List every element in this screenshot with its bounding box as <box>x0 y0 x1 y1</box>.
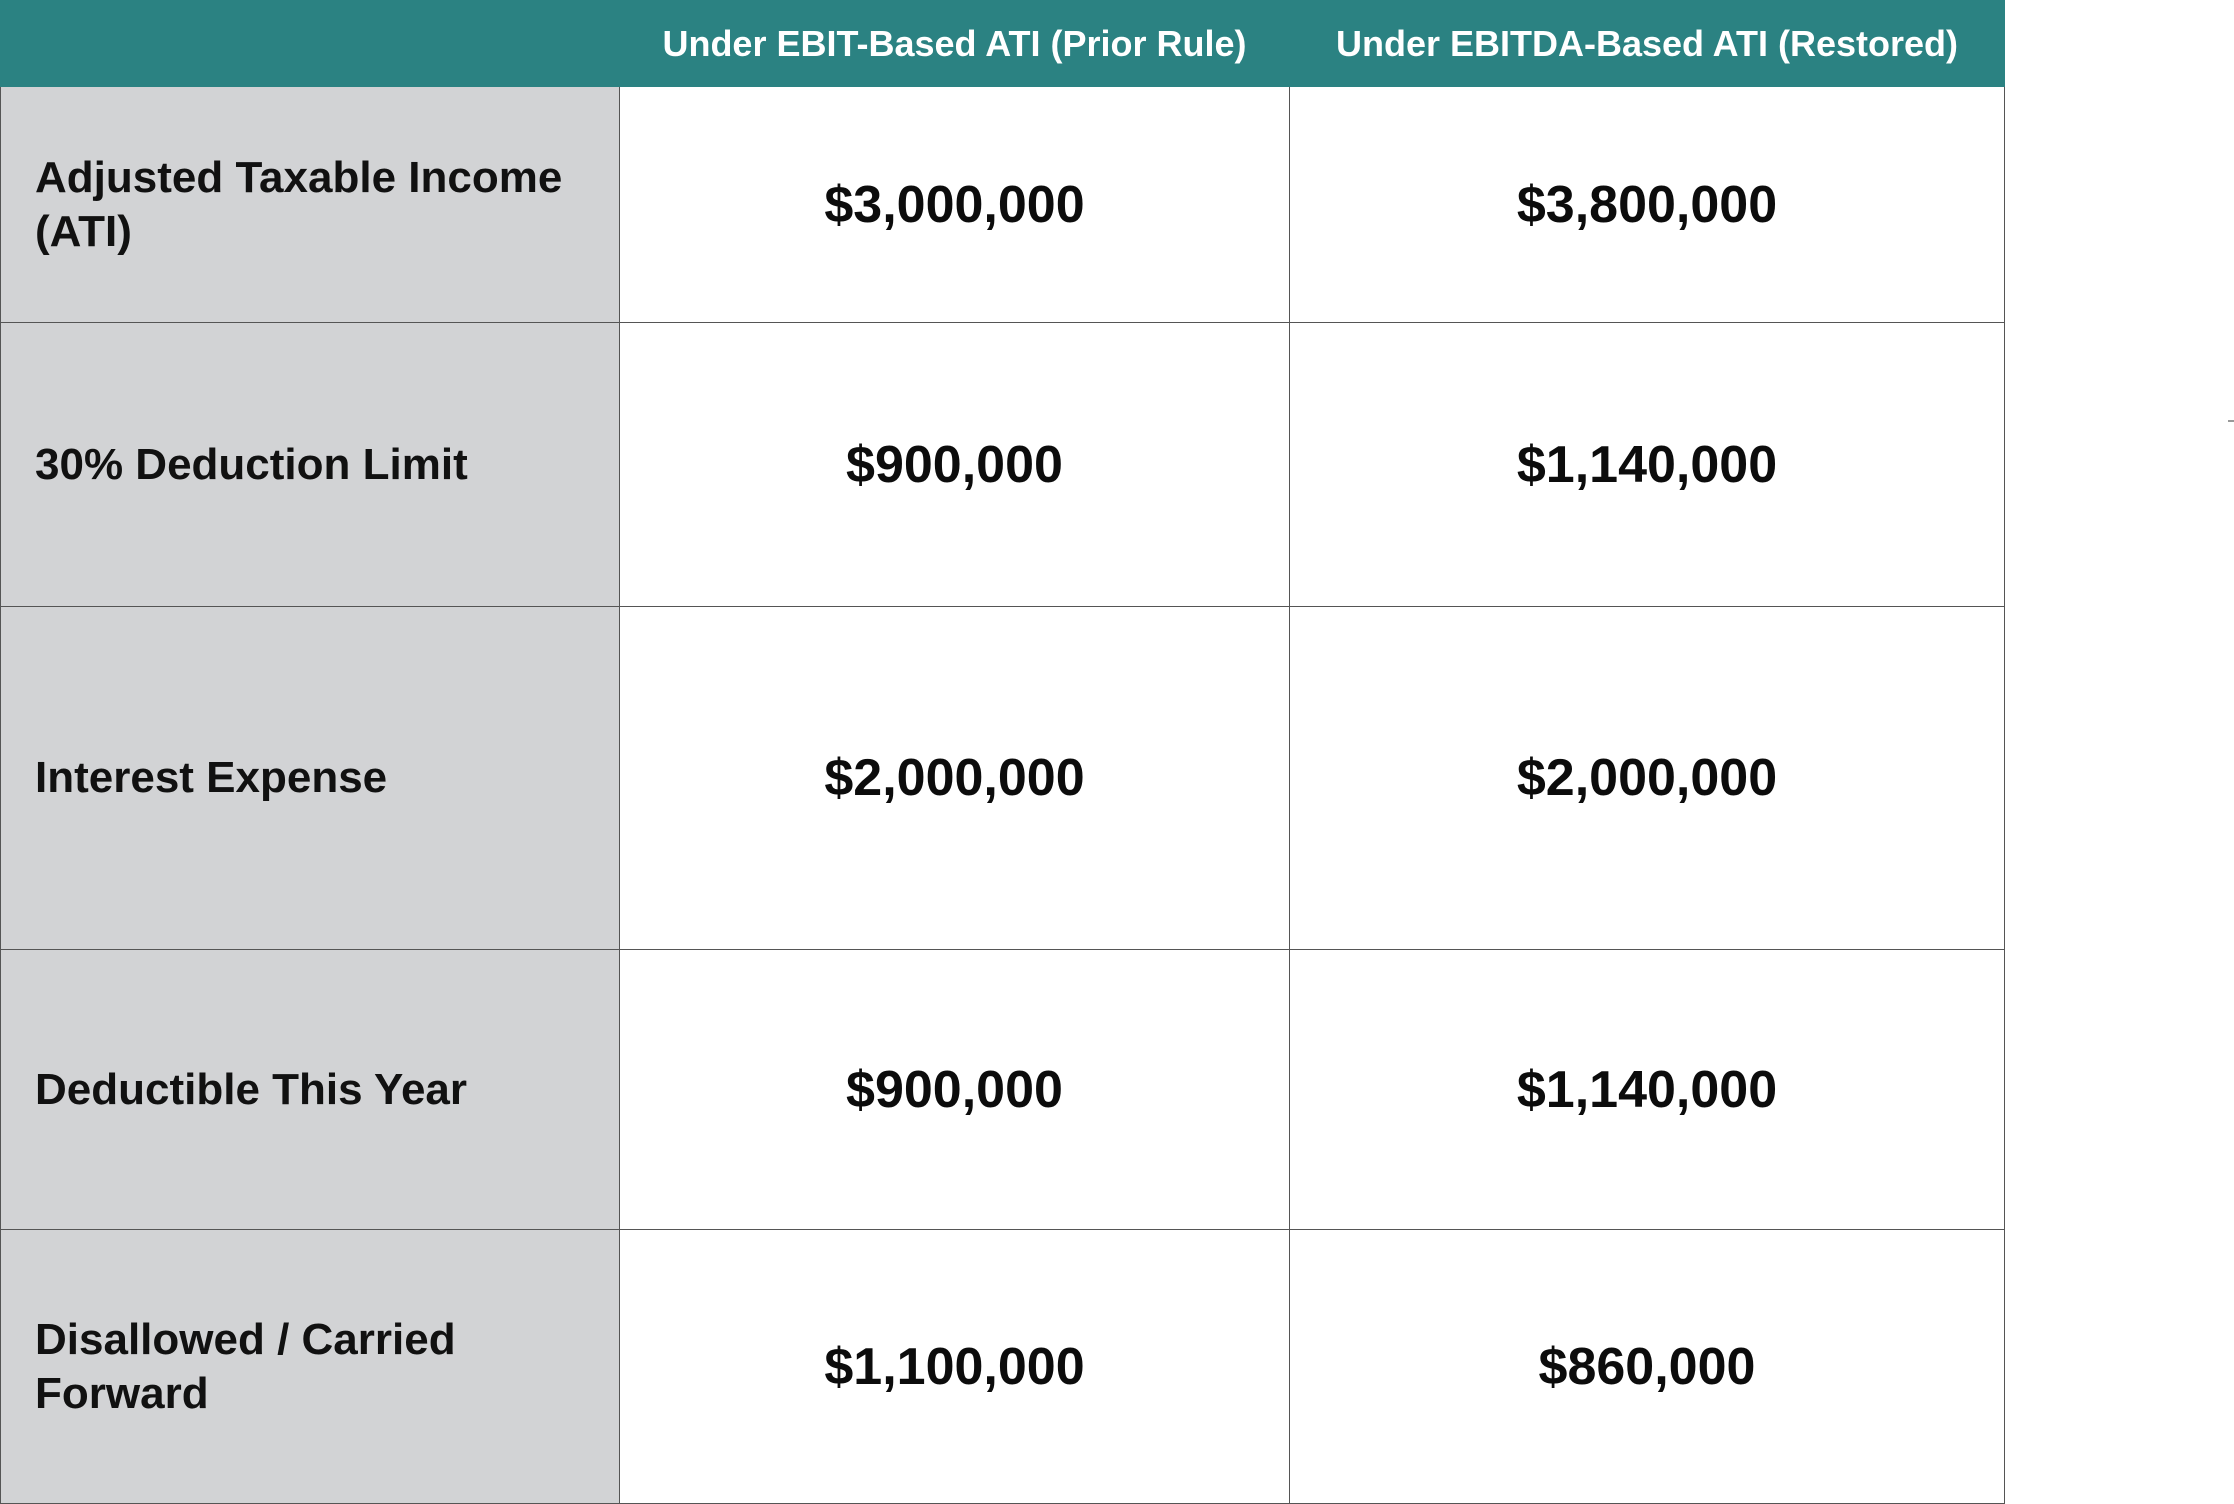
cell-ati-ebitda: $3,800,000 <box>1290 87 2005 323</box>
cell-disallowed-ebitda: $860,000 <box>1290 1230 2005 1504</box>
cell-interest-expense-ebit: $2,000,000 <box>620 607 1290 950</box>
row-label-deduction-limit: 30% Deduction Limit <box>1 323 620 607</box>
table-header-row <box>1 1 2005 87</box>
table-row-interest-expense <box>1 607 2005 950</box>
row-label-deductible-this-year: Deductible This Year <box>1 950 620 1230</box>
row-label-interest-expense: Interest Expense <box>1 607 620 950</box>
cell-deduction-limit-ebit: $900,000 <box>620 323 1290 607</box>
header-ebit-column: Under EBIT-Based ATI (Prior Rule) <box>620 1 1290 87</box>
cell-deduction-limit-ebitda: $1,140,000 <box>1290 323 2005 607</box>
table-row-disallowed <box>1 1230 2005 1504</box>
table-row-deductible-this-year <box>1 950 2005 1230</box>
header-ebitda-column: Under EBITDA-Based ATI (Restored) <box>1290 1 2005 87</box>
header-corner-cell <box>1 1 620 87</box>
table-row-ati <box>1 87 2005 323</box>
cell-deductible-this-year-ebitda: $1,140,000 <box>1290 950 2005 1230</box>
table-row-deduction-limit <box>1 323 2005 607</box>
cell-deductible-this-year-ebit: $900,000 <box>620 950 1290 1230</box>
cell-disallowed-ebit: $1,100,000 <box>620 1230 1290 1504</box>
stray-mark <box>2228 420 2234 422</box>
cell-ati-ebit: $3,000,000 <box>620 87 1290 323</box>
cell-interest-expense-ebitda: $2,000,000 <box>1290 607 2005 950</box>
row-label-ati: Adjusted Taxable Income (ATI) <box>1 87 620 323</box>
row-label-disallowed: Disallowed / Carried Forward <box>1 1230 620 1504</box>
